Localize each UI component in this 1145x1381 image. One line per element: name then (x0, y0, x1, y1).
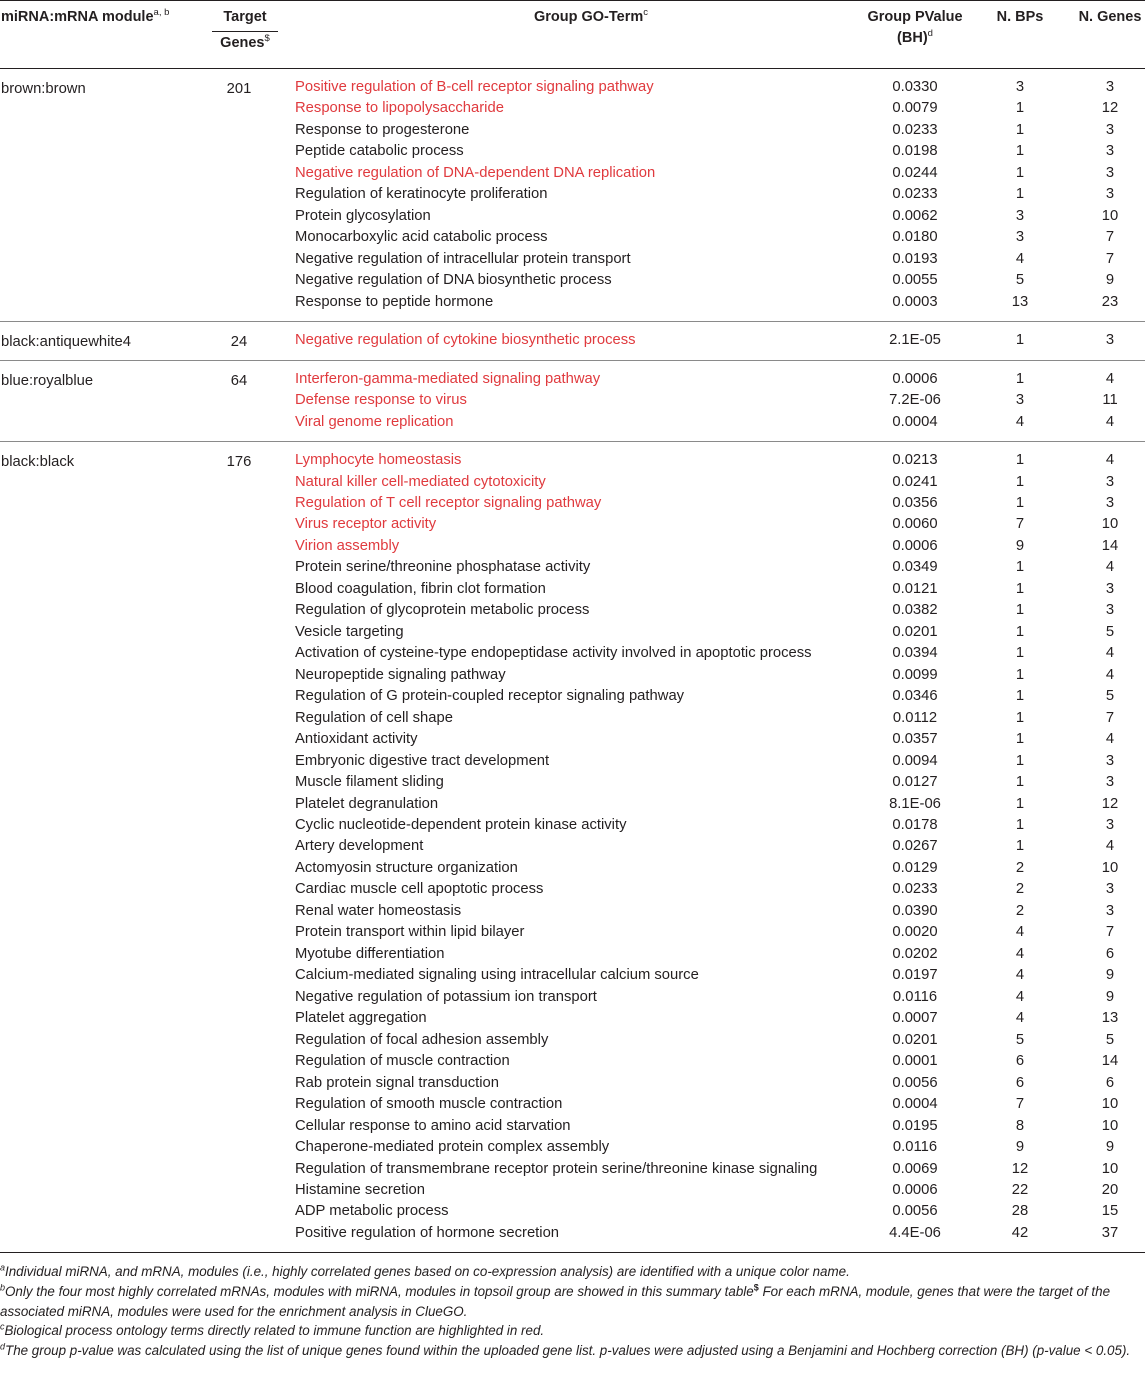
group-pvalue: 0.0004 (892, 413, 938, 430)
group-pvalue: 0.0357 (892, 731, 938, 748)
n-genes: 3 (1105, 79, 1115, 95)
module-group (0, 69, 1145, 322)
n-bps: 1 (1015, 473, 1025, 490)
n-genes: 10 (1101, 1117, 1119, 1134)
group-pvalue: 0.0116 (892, 988, 938, 1005)
n-genes: 4 (1105, 413, 1115, 430)
table-row (0, 600, 1145, 621)
n-bps: 28 (1011, 1203, 1029, 1220)
group-pvalue: 0.0121 (892, 580, 938, 597)
table-row (0, 390, 1145, 411)
group-pvalue: 0.0180 (892, 229, 938, 246)
go-term: Positive regulation of hormone secretion (295, 1224, 560, 1241)
group-pvalue: 0.0055 (892, 272, 938, 289)
table-row (0, 1116, 1145, 1137)
n-bps: 7 (1015, 516, 1025, 533)
n-genes: 6 (1105, 945, 1115, 962)
table-row (0, 686, 1145, 707)
table-row (0, 184, 1145, 205)
go-term: Regulation of cell shape (295, 709, 453, 726)
table-row (0, 1073, 1145, 1094)
n-genes: 9 (1105, 272, 1115, 289)
n-bps: 3 (1015, 392, 1025, 409)
table-row (0, 292, 1145, 313)
n-bps: 8 (1015, 1117, 1025, 1134)
target-genes-count: 176 (226, 454, 252, 471)
footnote-a: $^a$Individual miRNA, and mRNA, modules (i.e., highly correlated genes based on co-expression analysis) are identified with a unique color name. (0, 1262, 850, 1279)
n-bps: 6 (1015, 1053, 1025, 1070)
go-term: Negative regulation of intracellular protein transport (295, 250, 631, 267)
table-row (0, 141, 1145, 162)
go-term: Platelet aggregation (295, 1010, 427, 1027)
go-term: Muscle filament sliding (295, 774, 444, 791)
group-pvalue: 0.0129 (892, 859, 938, 876)
table-row (0, 1201, 1145, 1222)
table-body (0, 69, 1145, 1253)
n-bps: 1 (1015, 688, 1025, 705)
go-term: Natural killer cell-mediated cytotoxicity (295, 473, 546, 490)
n-genes: 4 (1105, 731, 1115, 748)
group-pvalue: 0.0213 (892, 452, 938, 469)
group-pvalue: 0.0020 (892, 924, 938, 941)
module-group (0, 442, 1145, 1253)
n-genes: 3 (1105, 494, 1115, 511)
n-bps: 2 (1015, 881, 1025, 898)
go-term: Regulation of G protein-coupled receptor signaling pathway (295, 688, 685, 705)
n-genes: 3 (1105, 332, 1115, 349)
n-bps: 13 (1011, 293, 1029, 310)
go-term: Negative regulation of DNA-dependent DNA replication (295, 164, 656, 181)
group-pvalue: 0.0001 (892, 1053, 938, 1070)
group-pvalue: 2.1E-05 (889, 332, 941, 349)
table-row (0, 472, 1145, 493)
target-genes-count: 64 (230, 372, 248, 389)
table-row (0, 1008, 1145, 1029)
go-term: Renal water homeostasis (295, 902, 462, 919)
group-pvalue: 0.0198 (892, 143, 938, 160)
table-row (0, 249, 1145, 270)
n-bps: 3 (1015, 79, 1025, 95)
go-term: Virus receptor activity (295, 516, 437, 533)
n-genes: 3 (1105, 881, 1115, 898)
group-pvalue: 0.0267 (892, 838, 938, 855)
go-term: Defense response to virus (295, 392, 467, 409)
group-pvalue: 0.0197 (892, 967, 938, 984)
table-row (0, 1030, 1145, 1051)
go-term: Vesicle targeting (295, 623, 404, 640)
go-term: Platelet degranulation (295, 795, 439, 812)
table-row (0, 772, 1145, 793)
n-bps: 1 (1015, 731, 1025, 748)
n-bps: 1 (1015, 817, 1025, 833)
table-row (0, 1180, 1145, 1201)
group-pvalue: 0.0062 (892, 207, 938, 224)
group-pvalue: 0.0069 (892, 1160, 938, 1177)
n-genes: 3 (1105, 143, 1115, 160)
n-genes: 11 (1102, 392, 1118, 409)
table-row (0, 836, 1145, 857)
module-name: brown:brown (1, 81, 86, 97)
n-genes: 9 (1105, 988, 1115, 1005)
go-term: ADP metabolic process (295, 1203, 449, 1220)
n-genes: 20 (1101, 1181, 1119, 1198)
group-pvalue: 0.0233 (892, 881, 938, 898)
group-pvalue: 0.0006 (892, 537, 938, 554)
go-term: Lymphocyte homeostasis (295, 452, 462, 469)
table-row (0, 77, 1145, 98)
n-bps: 22 (1011, 1181, 1029, 1198)
n-bps: 1 (1015, 645, 1025, 662)
table-row (0, 901, 1145, 922)
go-term: Regulation of keratinocyte proliferation (295, 186, 548, 203)
group-pvalue: 0.0241 (892, 473, 938, 490)
n-genes: 3 (1105, 817, 1115, 833)
table-row (0, 1137, 1145, 1158)
n-bps: 1 (1015, 774, 1025, 791)
header-n-bps: N. BPs (996, 9, 1044, 25)
go-term: Histamine secretion (295, 1181, 425, 1198)
n-bps: 2 (1015, 902, 1025, 919)
n-genes: 10 (1101, 516, 1119, 533)
n-genes: 3 (1105, 580, 1115, 597)
n-bps: 1 (1015, 370, 1025, 387)
group-pvalue: 0.0394 (892, 645, 938, 662)
n-genes: 23 (1101, 293, 1119, 310)
go-term: Rab protein signal transduction (295, 1074, 499, 1091)
module-group (0, 322, 1145, 360)
footnotes (0, 1262, 1138, 1361)
go-term: Myotube differentiation (295, 945, 445, 962)
group-pvalue: 0.0116 (892, 1139, 938, 1156)
n-genes: 12 (1101, 100, 1119, 117)
module-name: blue:royalblue (1, 372, 94, 389)
go-term: Monocarboxylic acid catabolic process (295, 229, 548, 246)
n-bps: 3 (1015, 207, 1025, 224)
table-row (0, 987, 1145, 1008)
n-genes: 5 (1105, 1031, 1115, 1048)
go-term: Cardiac muscle cell apoptotic process (295, 881, 544, 898)
n-genes: 7 (1105, 924, 1115, 941)
n-bps: 1 (1015, 666, 1025, 683)
go-term: Regulation of smooth muscle contraction (295, 1096, 563, 1113)
go-term: Negative regulation of DNA biosynthetic process (295, 272, 612, 289)
group-pvalue: 0.0193 (892, 250, 938, 267)
go-term: Regulation of focal adhesion assembly (295, 1031, 549, 1048)
n-genes: 4 (1105, 645, 1115, 662)
n-genes: 37 (1101, 1224, 1119, 1241)
go-term: Protein glycosylation (295, 207, 431, 224)
table-row (0, 579, 1145, 600)
group-pvalue: 0.0202 (892, 945, 938, 962)
n-genes: 3 (1105, 774, 1115, 791)
n-bps: 5 (1015, 272, 1025, 289)
n-bps: 2 (1015, 859, 1025, 876)
table-row (0, 922, 1145, 943)
footnote-b: $^b$Only the four most highly correlated mRNAs, modules with miRNA, modules in topsoil group are showed in this summary table$ For each mRNA, module, genes that were the target of the associated miRNA, modules were used for the enrichment analysis in ClueGO. (0, 1282, 1111, 1319)
go-term: Viral genome replication (295, 413, 454, 430)
group-pvalue: 0.0127 (892, 774, 938, 791)
table-row (0, 514, 1145, 535)
group-pvalue: 0.0060 (892, 516, 938, 533)
go-term: Negative regulation of potassium ion transport (295, 988, 597, 1005)
go-term: Regulation of T cell receptor signaling pathway (295, 494, 602, 511)
table-row (0, 412, 1145, 433)
n-bps: 4 (1015, 945, 1025, 962)
go-term: Regulation of muscle contraction (295, 1053, 510, 1070)
n-bps: 1 (1015, 752, 1025, 769)
header-n-genes: N. Genes (1078, 9, 1142, 25)
go-term: Cyclic nucleotide-dependent protein kinase activity (295, 817, 627, 833)
target-genes-count: 201 (226, 81, 252, 97)
footnote-c: $^c$Biological process ontology terms directly related to immune function are highlighted in red. (0, 1321, 545, 1339)
n-bps: 7 (1015, 1096, 1025, 1113)
go-term: Protein transport within lipid bilayer (295, 924, 525, 941)
group-pvalue: 0.0003 (892, 293, 938, 310)
n-genes: 13 (1101, 1010, 1119, 1027)
go-term: Regulation of glycoprotein metabolic process (295, 602, 590, 619)
n-genes: 3 (1105, 164, 1115, 181)
n-genes: 3 (1105, 186, 1115, 203)
n-bps: 1 (1015, 452, 1025, 469)
go-term: Activation of cysteine-type endopeptidase activity involved in apoptotic process (295, 645, 812, 662)
n-genes: 7 (1105, 709, 1115, 726)
n-genes: 14 (1101, 537, 1119, 554)
group-pvalue: 0.0004 (892, 1096, 938, 1113)
module-name: black:black (1, 454, 75, 471)
n-genes: 3 (1105, 902, 1115, 919)
go-term: Neuropeptide signaling pathway (295, 666, 506, 683)
n-bps: 6 (1015, 1074, 1025, 1091)
go-term: Artery development (295, 838, 424, 855)
n-genes: 9 (1105, 1139, 1115, 1156)
n-bps: 12 (1011, 1160, 1029, 1177)
n-bps: 1 (1015, 559, 1025, 576)
n-genes: 12 (1101, 795, 1119, 812)
n-bps: 1 (1015, 580, 1025, 597)
n-genes: 10 (1101, 859, 1119, 876)
group-pvalue: 0.0201 (892, 1031, 938, 1048)
n-bps: 1 (1015, 164, 1025, 181)
n-bps: 4 (1015, 1010, 1025, 1027)
group-pvalue: 0.0390 (892, 902, 938, 919)
n-bps: 1 (1015, 100, 1025, 117)
header-pvalue: Group PValue (BH)$^d$ (867, 9, 963, 46)
n-genes: 10 (1101, 207, 1119, 224)
table-row (0, 206, 1145, 227)
go-term: Response to peptide hormone (295, 293, 494, 310)
n-genes: 4 (1105, 838, 1115, 855)
n-bps: 4 (1015, 924, 1025, 941)
table-row (0, 643, 1145, 664)
table-row (0, 751, 1145, 772)
n-bps: 9 (1015, 537, 1025, 554)
n-bps: 4 (1015, 413, 1025, 430)
n-genes: 3 (1105, 473, 1115, 490)
group-pvalue: 0.0056 (892, 1203, 938, 1220)
n-genes: 4 (1105, 666, 1115, 683)
n-genes: 7 (1105, 250, 1115, 267)
table-row (0, 330, 1145, 351)
n-bps: 1 (1015, 121, 1025, 138)
group-pvalue: 0.0006 (892, 1181, 938, 1198)
table-row (0, 665, 1145, 686)
go-term: Interferon-gamma-mediated signaling pathway (295, 370, 601, 387)
table-row (0, 98, 1145, 119)
n-bps: 9 (1015, 1139, 1025, 1156)
table-row (0, 858, 1145, 879)
go-term: Actomyosin structure organization (295, 859, 518, 876)
header-module: miRNA:mRNA module$^{a, b}$ (1, 7, 170, 25)
n-bps: 1 (1015, 838, 1025, 855)
n-genes: 4 (1105, 559, 1115, 576)
group-pvalue: 0.0233 (892, 186, 938, 203)
n-bps: 4 (1015, 988, 1025, 1005)
n-bps: 1 (1015, 709, 1025, 726)
n-bps: 5 (1015, 1031, 1025, 1048)
footnote-d: $^d$The group p-value was calculated using the list of unique genes found within the uploaded gene list. p-values were adjusted using a Benjamini and Hochberg correction (BH) (p-value < 0.05). (0, 1341, 1131, 1359)
group-pvalue: 0.0195 (892, 1117, 938, 1134)
table-row (0, 708, 1145, 729)
n-genes: 4 (1105, 452, 1115, 469)
go-term: Negative regulation of cytokine biosynthetic process (295, 332, 636, 349)
table-row (0, 622, 1145, 643)
table-row (0, 879, 1145, 900)
n-genes: 10 (1101, 1160, 1119, 1177)
go-term: Response to progesterone (295, 121, 470, 138)
group-pvalue: 0.0356 (892, 494, 938, 511)
n-bps: 1 (1015, 602, 1025, 619)
table-header (0, 0, 1145, 69)
n-genes: 3 (1105, 602, 1115, 619)
table-row (0, 270, 1145, 291)
table-row (0, 1223, 1145, 1244)
module-name: black:antiquewhite4 (1, 334, 131, 351)
table-row (0, 729, 1145, 750)
n-bps: 3 (1015, 229, 1025, 246)
n-bps: 42 (1011, 1224, 1029, 1241)
header-target-genes: Target Genes$ (212, 7, 278, 54)
go-term: Response to lipopolysaccharide (295, 100, 504, 117)
n-genes: 4 (1105, 370, 1115, 387)
group-pvalue: 0.0201 (892, 623, 938, 640)
go-term: Antioxidant activity (295, 731, 418, 748)
table-row (0, 794, 1145, 815)
n-bps: 1 (1015, 143, 1025, 160)
go-term: Calcium-mediated signaling using intracellular calcium source (295, 967, 699, 984)
n-genes: 6 (1105, 1074, 1115, 1091)
group-pvalue: 0.0006 (892, 370, 938, 387)
go-term: Embryonic digestive tract development (295, 752, 550, 769)
n-bps: 1 (1015, 795, 1025, 812)
go-term: Regulation of transmembrane receptor protein serine/threonine kinase signaling (295, 1160, 818, 1177)
group-pvalue: 0.0099 (892, 666, 938, 683)
table-row (0, 944, 1145, 965)
table-row (0, 1051, 1145, 1072)
group-pvalue: 0.0056 (892, 1074, 938, 1091)
table-row (0, 163, 1145, 184)
go-term: Chaperone-mediated protein complex assembly (295, 1139, 610, 1156)
table-row (0, 369, 1145, 390)
go-term: Virion assembly (295, 537, 400, 554)
group-pvalue: 0.0349 (892, 559, 938, 576)
n-bps: 1 (1015, 494, 1025, 511)
group-pvalue: 0.0233 (892, 121, 938, 138)
table-row (0, 450, 1145, 471)
table-row (0, 120, 1145, 141)
group-pvalue: 0.0244 (892, 164, 938, 181)
n-genes: 14 (1101, 1053, 1119, 1070)
group-pvalue: 0.0382 (892, 602, 938, 619)
go-term: Positive regulation of B-cell receptor signaling pathway (295, 79, 654, 95)
table-row (0, 815, 1145, 836)
n-bps: 1 (1015, 623, 1025, 640)
n-genes: 3 (1105, 752, 1115, 769)
group-pvalue: 7.2E-06 (889, 392, 941, 409)
table-row (0, 227, 1145, 248)
group-pvalue: 0.0330 (892, 79, 938, 95)
n-genes: 9 (1105, 967, 1115, 984)
table-row (0, 965, 1145, 986)
go-term: Peptide catabolic process (295, 143, 464, 160)
n-bps: 1 (1015, 332, 1025, 349)
n-genes: 5 (1105, 688, 1115, 705)
go-term: Protein serine/threonine phosphatase activity (295, 559, 591, 576)
group-pvalue: 0.0178 (892, 817, 938, 833)
group-pvalue: 0.0007 (892, 1010, 938, 1027)
n-bps: 1 (1015, 186, 1025, 203)
table-row (0, 1159, 1145, 1180)
n-genes: 3 (1105, 121, 1115, 138)
go-term: Cellular response to amino acid starvation (295, 1117, 571, 1134)
header-go-term: Group GO-Term$^c$ (533, 7, 649, 25)
table-row (0, 536, 1145, 557)
group-pvalue: 4.4E-06 (889, 1224, 941, 1241)
group-pvalue: 0.0094 (892, 752, 938, 769)
group-pvalue: 0.0079 (892, 100, 938, 117)
group-pvalue: 0.0346 (892, 688, 938, 705)
n-genes: 10 (1101, 1096, 1119, 1113)
n-bps: 4 (1015, 250, 1025, 267)
table-row (0, 493, 1145, 514)
n-genes: 7 (1105, 229, 1115, 246)
n-genes: 5 (1105, 623, 1115, 640)
table-row (0, 1094, 1145, 1115)
module-group (0, 361, 1145, 442)
table-row (0, 557, 1145, 578)
group-pvalue: 8.1E-06 (889, 795, 941, 812)
n-genes: 15 (1101, 1203, 1119, 1220)
target-genes-count: 24 (230, 334, 248, 351)
n-bps: 4 (1015, 967, 1025, 984)
go-term: Blood coagulation, fibrin clot formation (295, 580, 546, 597)
group-pvalue: 0.0112 (892, 709, 938, 726)
